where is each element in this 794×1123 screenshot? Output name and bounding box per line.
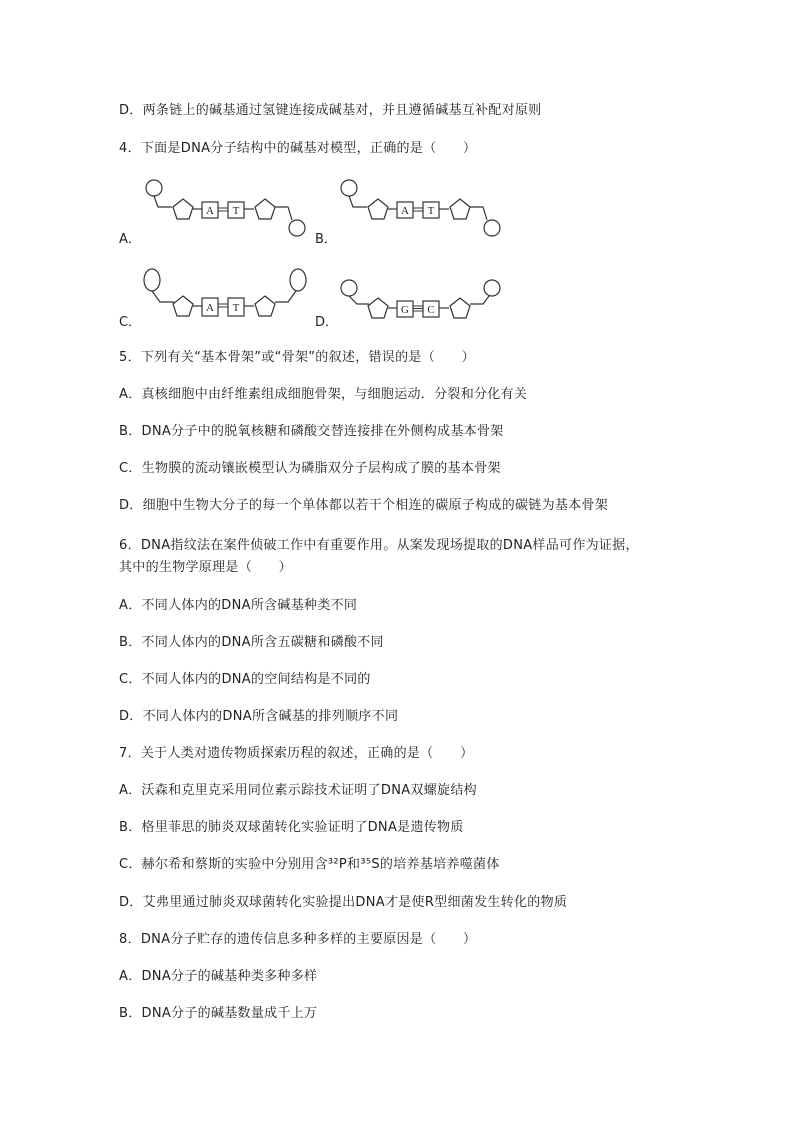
phosphate-circle: [341, 280, 357, 296]
q6-option-d[interactable]: D．不同人体内的DNA所含碱基的排列顺序不同: [119, 709, 399, 724]
q8-option-a[interactable]: A．DNA分子的碱基种类多种多样: [119, 969, 318, 984]
base-left-letter: A: [206, 205, 214, 217]
deoxyribose-pentagon: [255, 296, 275, 316]
base-right-letter: T: [232, 205, 240, 217]
q8-option-b[interactable]: B．DNA分子的碱基数量成千上万: [119, 1006, 318, 1021]
phosphate-circle: [290, 269, 306, 291]
q7-stem: 7．关于人类对遗传物质探索历程的叙述，正确的是（ ）: [119, 746, 474, 761]
q4-option-c-label[interactable]: C．: [119, 315, 142, 330]
base-right-letter: T: [427, 205, 435, 217]
base-right-letter: C: [427, 304, 435, 316]
q7-option-c[interactable]: C．赫尔希和蔡斯的实验中分别用含³²P和³⁵S的培养基培养噬菌体: [119, 857, 500, 872]
phosphate-circle: [144, 269, 160, 291]
q5-option-d[interactable]: D．细胞中生物大分子的每一个单体都以若干个相连的碳原子构成的碳链为基本骨架: [119, 498, 609, 513]
phosphate-circle: [341, 180, 357, 196]
deoxyribose-pentagon: [450, 298, 470, 318]
q5-option-b[interactable]: B．DNA分子中的脱氧核糖和磷酸交替连接排在外侧构成基本骨架: [119, 424, 504, 439]
q7-option-a[interactable]: A．沃森和克里克采用同位素示踪技术证明了DNA双螺旋结构: [119, 783, 477, 798]
q4-figure-a: [140, 175, 312, 243]
q3-option-d: D．两条链上的碱基通过氢键连接成碱基对，并且遵循碱基互补配对原则: [119, 103, 542, 118]
base-left-letter: A: [206, 302, 214, 314]
q5-stem: 5．下列有关“基本骨架”或“骨架”的叙述，错误的是（ ）: [119, 350, 475, 365]
deoxyribose-pentagon: [368, 298, 388, 318]
deoxyribose-pentagon: [255, 199, 275, 219]
q6-option-a[interactable]: A．不同人体内的DNA所含碱基种类不同: [119, 598, 358, 613]
deoxyribose-pentagon: [173, 296, 193, 316]
base-left-letter: A: [401, 205, 409, 217]
phosphate-circle: [484, 280, 500, 296]
deoxyribose-pentagon: [368, 199, 388, 219]
q4-stem: 4．下面是DNA分子结构中的碱基对模型，正确的是（ ）: [119, 141, 477, 156]
q4-figure-b: [335, 175, 507, 243]
q4-figure-c: [140, 266, 312, 328]
q8-stem: 8．DNA分子贮存的遗传信息多种多样的主要原因是（ ）: [119, 932, 477, 947]
phosphate-circle: [484, 220, 500, 236]
deoxyribose-pentagon: [173, 199, 193, 219]
q4-figure-d: [335, 270, 507, 328]
q6-option-c[interactable]: C．不同人体内的DNA的空间结构是不同的: [119, 672, 371, 687]
phosphate-circle: [146, 180, 162, 196]
q5-option-a[interactable]: A．真核细胞中由纤维素组成细胞骨架，与细胞运动．分裂和分化有关: [119, 387, 528, 402]
q6-stem-line2: 其中的生物学原理是（ ）: [119, 560, 292, 575]
q6-option-b[interactable]: B．不同人体内的DNA所含五碳糖和磷酸不同: [119, 635, 384, 650]
base-left-letter: G: [401, 304, 409, 316]
base-right-letter: T: [232, 302, 240, 314]
q4-option-d-label[interactable]: D．: [315, 315, 339, 330]
q7-option-b[interactable]: B．格里菲思的肺炎双球菌转化实验证明了DNA是遗传物质: [119, 820, 464, 835]
q5-option-c[interactable]: C．生物膜的流动镶嵌模型认为磷脂双分子层构成了膜的基本骨架: [119, 461, 501, 476]
q4-option-b-label[interactable]: B．: [315, 232, 337, 247]
deoxyribose-pentagon: [450, 199, 470, 219]
phosphate-circle: [289, 220, 305, 236]
q4-option-a-label[interactable]: A．: [119, 232, 141, 247]
q7-option-d[interactable]: D．艾弗里通过肺炎双球菌转化实验提出DNA才是使R型细菌发生转化的物质: [119, 895, 568, 910]
q6-stem-line1: 6．DNA指纹法在案件侦破工作中有重要作用。从案发现场提取的DNA样品可作为证据，: [119, 538, 639, 553]
